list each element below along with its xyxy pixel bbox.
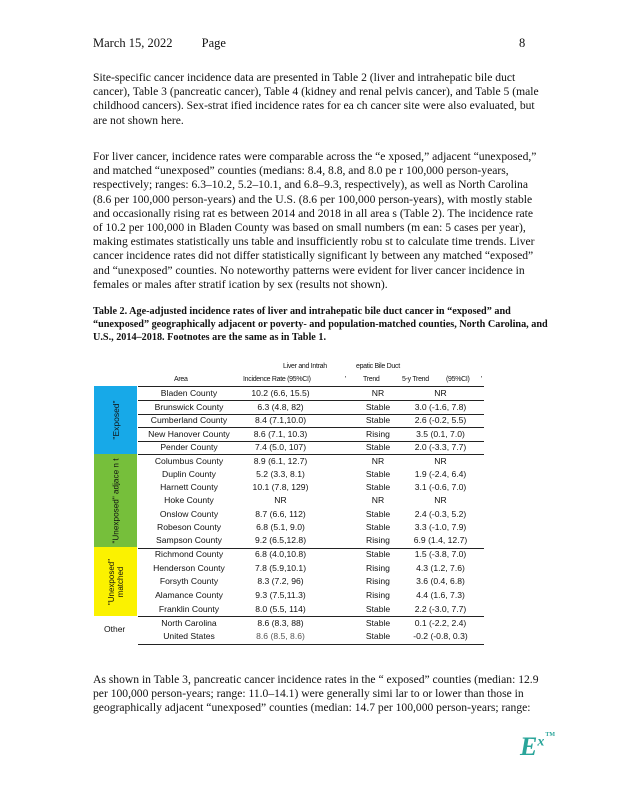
- table-row: [138, 521, 484, 534]
- cell-5y-trend: -0.2 (-0.8, 0.3): [413, 631, 468, 641]
- cell-area: New Hanover County: [148, 428, 230, 439]
- table-row: [138, 617, 484, 630]
- cell-incidence-rate: 9.3 (7.5,11.3): [255, 589, 306, 600]
- cell-trend: Rising: [366, 535, 390, 546]
- cell-area: Sampson County: [156, 535, 222, 546]
- cell-area: Duplin County: [162, 468, 216, 479]
- cell-incidence-rate: 8.6 (7.1, 10.3): [253, 428, 308, 439]
- cell-incidence-rate: 6.8 (5.1, 9.0): [256, 522, 305, 532]
- cell-5y-trend: 2.6 (-0.2, 5.5): [414, 415, 467, 425]
- table-row: [138, 468, 484, 481]
- cell-incidence-rate: 8.7 (6.6, 112): [255, 508, 306, 519]
- cell-trend: Stable: [365, 482, 391, 493]
- group-label-exposed: "Exposed": [110, 400, 121, 440]
- cell-area: Franklin County: [158, 603, 220, 614]
- cell-incidence-rate: 8.0 (5.5, 114): [255, 603, 306, 614]
- cell-trend: Stable: [365, 508, 391, 519]
- cell-area: United States: [163, 631, 215, 641]
- ex-logo: [520, 732, 555, 762]
- cell-5y-trend: 3.6 (0.4, 6.8): [416, 576, 465, 586]
- cell-trend: Rising: [366, 428, 390, 439]
- super-header-left: Liver and Intrah: [283, 363, 327, 370]
- cell-5y-trend: NR: [434, 388, 447, 398]
- cell-trend: Stable: [365, 442, 391, 452]
- group-bar-matched: [94, 547, 137, 616]
- cell-incidence-rate: 8.6 (8.3, 88): [257, 617, 304, 628]
- table-row: [138, 441, 484, 454]
- cell-area: Cumberland County: [150, 415, 228, 425]
- cell-5y-trend: 1.9 (-2.4, 6.4): [414, 468, 467, 479]
- cell-trend: Stable: [365, 522, 391, 532]
- table-row: [138, 387, 484, 400]
- group-bar-exposed: [94, 386, 137, 454]
- cell-incidence-rate: 8.3 (7.2, 96): [257, 576, 304, 586]
- header-date: March 15, 2022: [93, 36, 173, 50]
- cell-trend: Stable: [365, 617, 391, 628]
- cell-5y-trend: 3.0 (-1.6, 7.8): [414, 401, 467, 412]
- cell-trend: Stable: [365, 549, 391, 559]
- cell-area: Bladen County: [160, 388, 218, 398]
- cell-5y-trend: 3.5 (0.1, 7.0): [416, 428, 465, 439]
- cell-trend: Rising: [366, 576, 390, 586]
- header-page-word: Page: [201, 36, 226, 50]
- cell-trend: NR: [371, 455, 385, 466]
- paragraph-site-specific: Site-specific cancer incidence data are presented in Table 2 (liver and intrahepatic bile duct cancer), Table 3 (pancreatic cancer), Table 4 (kidney and renal pelvis cancer), and Table 5 (male childhood cancers). Sex-strat ified incidence rates for ea ch cancer site were also evaluated, but are not shown here.: [93, 71, 539, 127]
- cell-5y-trend: 4.4 (1.6, 7.3): [416, 589, 465, 600]
- column-header-trend: Trend: [363, 376, 380, 383]
- table-row: [138, 414, 484, 427]
- table-row: [138, 401, 484, 414]
- cell-incidence-rate: 7.8 (5.9,10.1): [254, 562, 307, 573]
- paragraph-pancreatic-cancer: As shown in Table 3, pancreatic cancer incidence rates in the “ exposed” counties (median: 12.9 per 100,000 person-years; range: 11.0–14.1) were generally simi lar to or lower than those in geographically adjacent “unexposed” counties (median: 14.7 per 100,000 person-years; range:: [93, 673, 539, 715]
- cell-area: Pender County: [160, 442, 218, 452]
- table-row: [138, 455, 484, 468]
- cell-trend: NR: [371, 495, 385, 506]
- cell-incidence-rate: 7.4 (5.0, 107): [254, 442, 307, 452]
- cell-trend: Stable: [365, 631, 391, 641]
- table-row: [138, 575, 484, 588]
- cell-5y-trend: 3.3 (-1.0, 7.9): [414, 522, 467, 532]
- table-row: [138, 481, 484, 494]
- table-bottom-rule: [138, 644, 484, 645]
- cell-area: Robeson County: [156, 522, 222, 532]
- cell-incidence-rate: 8.6 (8.5, 8.6): [256, 631, 305, 641]
- logo-superscript: x: [537, 734, 545, 750]
- cell-trend: Stable: [365, 468, 391, 479]
- column-header-incidence-rate: Incidence Rate (95%CI): [243, 376, 311, 383]
- cell-area: Henderson County: [153, 562, 225, 573]
- cell-incidence-rate: NR: [274, 495, 287, 506]
- cell-trend: Stable: [365, 415, 391, 425]
- group-bar-adjacent: [94, 454, 137, 547]
- cell-5y-trend: NR: [434, 455, 447, 466]
- cell-area: Hoke County: [164, 495, 214, 506]
- column-header-ci: (95%CI): [446, 376, 470, 383]
- cell-incidence-rate: 5.2 (3.3, 8.1): [256, 468, 305, 479]
- group-label-adjacent: "Unexposed" adjace n t: [111, 457, 120, 544]
- table-row: [138, 534, 484, 547]
- group-label-matched: "Unexposed" matched: [106, 558, 125, 605]
- cell-5y-trend: 2.4 (-0.3, 5.2): [414, 508, 467, 519]
- cell-area: Harnett County: [160, 482, 218, 493]
- page-number: 8: [519, 36, 526, 50]
- table-row: [138, 589, 484, 602]
- cell-incidence-rate: 10.1 (7.8, 129): [252, 482, 309, 493]
- page-header-date: [93, 36, 226, 51]
- table-row: [138, 508, 484, 521]
- cell-incidence-rate: 10.2 (6.6, 15.5): [251, 388, 310, 398]
- header-tick: ': [345, 376, 347, 383]
- cell-5y-trend: 4.3 (1.2, 7.6): [416, 562, 465, 573]
- cell-area: Forsyth County: [159, 576, 219, 586]
- cell-area: Brunswick County: [154, 401, 224, 412]
- cell-5y-trend: 6.9 (1.4, 12.7): [413, 535, 468, 546]
- cell-area: Alamance County: [155, 589, 223, 600]
- table-row: [138, 428, 484, 441]
- paragraph-liver-cancer: For liver cancer, incidence rates were comparable across the “e xposed,” adjacent “unexposed,” and matched “unexposed” counties (medians: 8.4, 8.8, and 8.0 pe r 100,000 person-years, respectively; ranges: 6.3–10.2, 5.2–10.1, and 6.8–9.3, respectively), as well as North Carolina (8.6 per 100,000 person-years) and the U.S. (8.6 per 100,000 person-years), with mostly stable and occasionally rising rat es between 2014 and 2018 in all area s (Table 2). The incidence rate of 10.2 per 100,000 in Bladen County was based on small numbers (m ean: 5 cases per year), making estimates statistically uns table and insufficiently robu st to calculate time trends. Liver cancer incidence rates did not differ statistically significant ly between any matched “exposed” and “unexposed” counties. No noteworthy patterns were evident for liver cancer incidence in females or males after stratif ication by sex (results not shown).: [93, 150, 537, 291]
- cell-5y-trend: 1.5 (-3.8, 7.0): [414, 549, 467, 559]
- cell-incidence-rate: 6.8 (4.0,10.8): [254, 549, 307, 559]
- cell-trend: NR: [371, 388, 385, 398]
- header-tick: ': [481, 376, 483, 383]
- table-row: [138, 562, 484, 575]
- cell-5y-trend: 2.0 (-3.3, 7.7): [414, 442, 467, 452]
- column-header-area: Area: [174, 376, 188, 383]
- super-header-right: epatic Bile Duct: [356, 363, 400, 370]
- logo-trademark: TM: [545, 732, 556, 738]
- cell-5y-trend: NR: [434, 495, 447, 506]
- table-row: [138, 603, 484, 616]
- table-row: [138, 494, 484, 507]
- table-row: [138, 630, 484, 643]
- cell-trend: Rising: [366, 589, 390, 600]
- cell-trend: Rising: [366, 562, 390, 573]
- cell-5y-trend: 0.1 (-2.2, 2.4): [414, 617, 467, 628]
- cell-5y-trend: 3.1 (-0.6, 7.0): [414, 482, 467, 493]
- cell-incidence-rate: 9.2 (6.5,12.8): [254, 535, 307, 546]
- group-label-other: Other: [104, 624, 126, 634]
- cell-incidence-rate: 8.9 (6.1, 12.7): [253, 455, 308, 466]
- cell-area: Onslow County: [159, 508, 219, 519]
- table-caption: Table 2. Age-adjusted incidence rates of liver and intrahepatic bile duct cancer in “exposed” and “unexposed” geographically adjacent or poverty- and population-matched counties, North Carolina, and U.S., 2014–2018. Footnotes are the same as in Table 1.: [93, 306, 548, 344]
- table-row: [138, 548, 484, 561]
- cell-5y-trend: 2.2 (-3.0, 7.7): [414, 603, 467, 614]
- column-header-5y-trend: 5-y Trend: [402, 376, 429, 383]
- cell-trend: Stable: [365, 401, 391, 412]
- cell-incidence-rate: 6.3 (4.8, 82): [257, 401, 304, 412]
- cell-area: Richmond County: [154, 549, 224, 559]
- cell-incidence-rate: 8.4 (7.1,10.0): [254, 415, 307, 425]
- cell-area: North Carolina: [161, 617, 217, 628]
- cell-trend: Stable: [365, 603, 391, 614]
- logo-letter: E: [520, 732, 538, 761]
- cell-area: Columbus County: [154, 455, 224, 466]
